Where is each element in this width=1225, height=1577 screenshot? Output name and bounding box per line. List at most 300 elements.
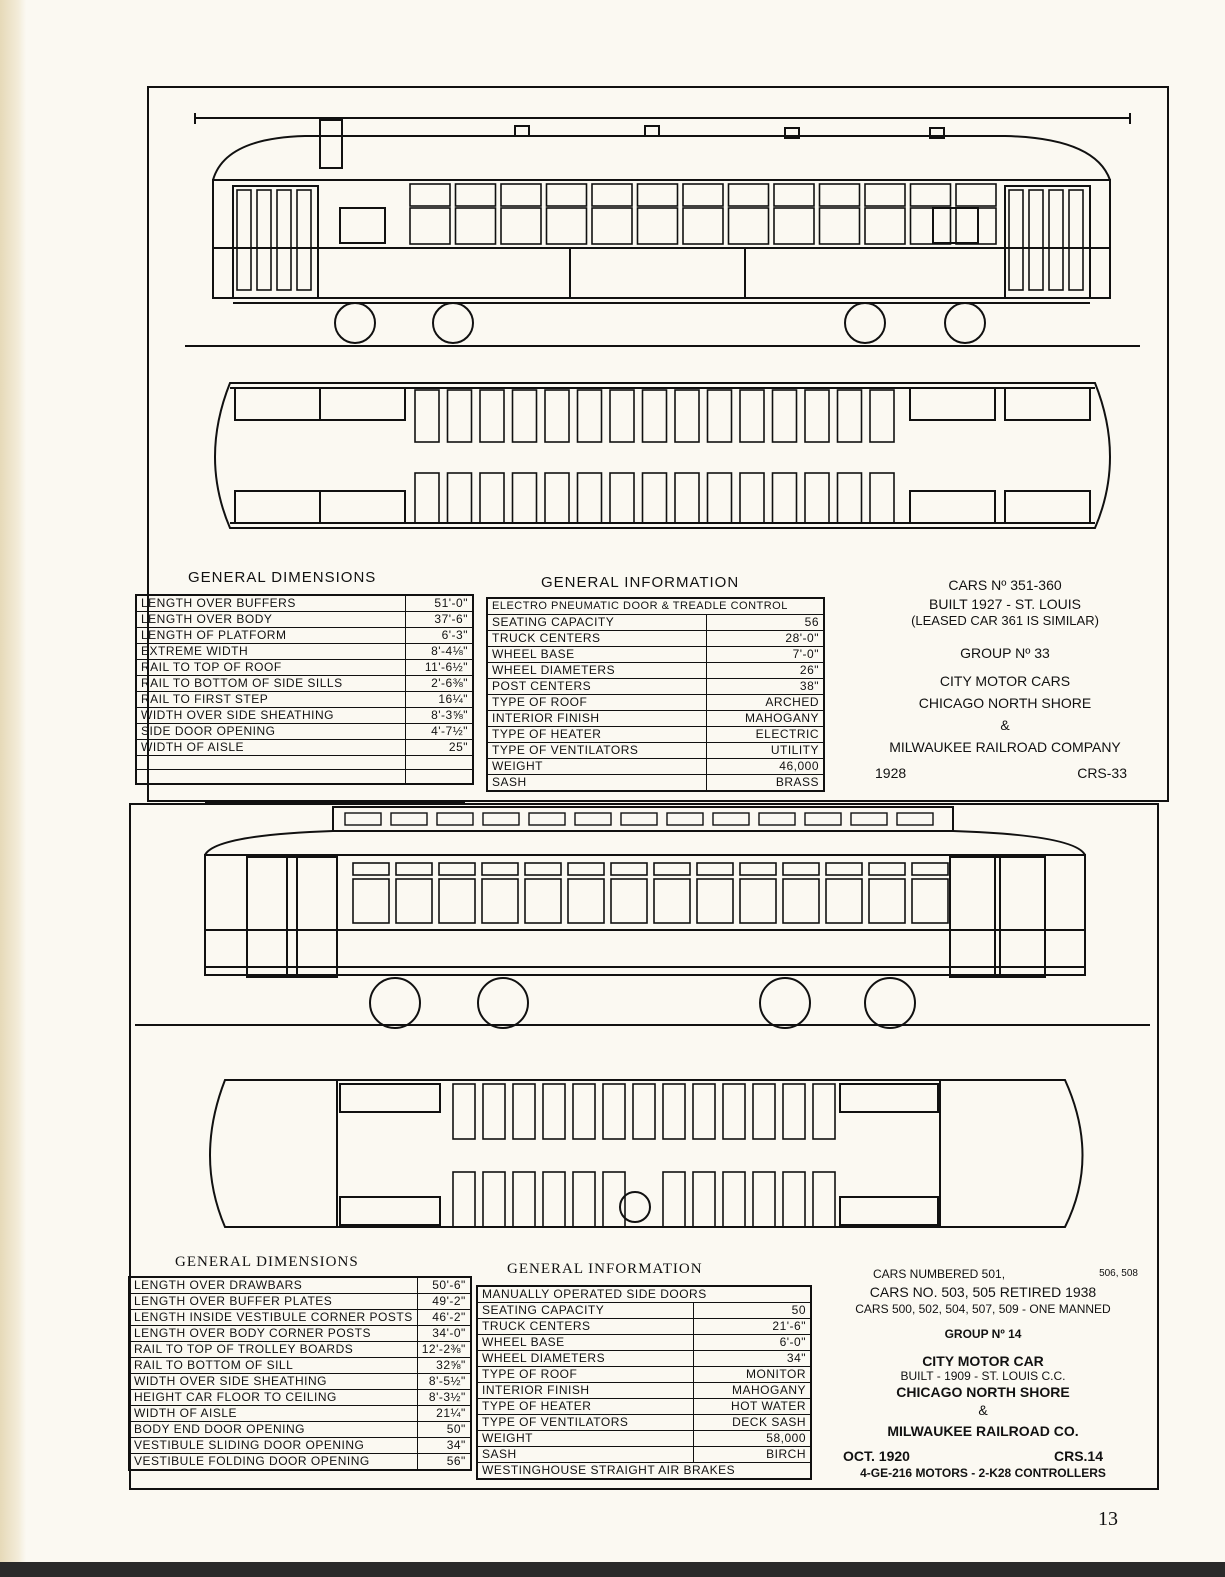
spec-value: 28'-0" — [706, 631, 824, 647]
transom-window — [611, 863, 647, 875]
spec-row — [477, 1383, 811, 1399]
spec-row — [487, 695, 824, 711]
lower-sash-window — [683, 208, 723, 244]
seat — [480, 473, 504, 523]
upper-sash-window — [911, 184, 951, 206]
spec-label: TYPE OF HEATER — [487, 727, 706, 743]
seat — [448, 390, 472, 442]
spec-label: TRUCK CENTERS — [477, 1319, 694, 1335]
spec-row — [487, 663, 824, 679]
spec-row — [477, 1415, 811, 1431]
spec-label: SASH — [477, 1447, 694, 1463]
side-window — [912, 879, 948, 923]
upper-sash-window — [592, 184, 632, 206]
seat — [415, 473, 439, 523]
lower-sash-window — [820, 208, 860, 244]
door-panel — [297, 190, 311, 290]
seat — [513, 390, 537, 442]
page-number: 13 — [1098, 1508, 1118, 1530]
spec-value: MAHOGANY — [706, 711, 824, 727]
side-window — [783, 879, 819, 923]
car-500-side-elevation — [135, 795, 1150, 1045]
car-500-caption — [818, 1264, 1148, 1481]
info-footer: WESTINGHOUSE STRAIGHT AIR BRAKES — [477, 1463, 811, 1480]
spec-value: 16¼" — [406, 692, 473, 708]
spec-row — [136, 660, 473, 676]
spec-label: RAIL TO TOP OF TROLLEY BOARDS — [129, 1342, 417, 1358]
seat — [415, 390, 439, 442]
spec-row — [487, 647, 824, 663]
seat — [773, 390, 797, 442]
spec-value: 50 — [694, 1303, 811, 1319]
car-351-dimensions-table — [135, 594, 474, 785]
spec-row — [129, 1326, 471, 1342]
side-window — [869, 879, 905, 923]
seat — [838, 473, 862, 523]
lower-sash-window — [547, 208, 587, 244]
spec-row — [477, 1351, 811, 1367]
spec-row — [129, 1454, 471, 1471]
transom-window — [783, 863, 819, 875]
side-window — [697, 879, 733, 923]
car-500-dimensions-title: GENERAL DIMENSIONS — [175, 1254, 359, 1270]
car-500-information-table — [476, 1285, 812, 1480]
seat — [753, 1172, 775, 1227]
seat — [870, 473, 894, 523]
spec-value: 34" — [694, 1351, 811, 1367]
spec-row — [477, 1399, 811, 1415]
spec-row — [487, 679, 824, 695]
door-panel — [1069, 190, 1083, 290]
seat — [633, 1084, 655, 1139]
spec-value: DECK SASH — [694, 1415, 811, 1431]
spec-row — [136, 740, 473, 756]
seat — [723, 1084, 745, 1139]
deck-sash-window — [483, 813, 519, 825]
numbered-extra: 506, 508 — [1099, 1268, 1138, 1279]
upper-sash-window — [501, 184, 541, 206]
built-line: BUILT - 1909 - ST. LOUIS C.C. — [900, 1369, 1066, 1383]
spec-value: 50" — [417, 1422, 471, 1438]
spec-value: 6'-0" — [694, 1335, 811, 1351]
spec-value: 34'-0" — [417, 1326, 471, 1342]
side-window — [482, 879, 518, 923]
seat — [740, 390, 764, 442]
door-panel — [1049, 190, 1063, 290]
spec-value: BRASS — [706, 775, 824, 792]
seat — [453, 1084, 475, 1139]
lower-sash-window — [865, 208, 905, 244]
spec-row — [136, 708, 473, 724]
car-351-information-title: GENERAL INFORMATION — [541, 574, 740, 591]
deck-sash-window — [805, 813, 841, 825]
spec-value: 49'-2" — [417, 1294, 471, 1310]
spec-value: 6'-3" — [406, 628, 473, 644]
seat — [513, 1172, 535, 1227]
retired-note: CARS NO. 503, 505 RETIRED 1938 — [869, 1284, 1097, 1300]
cars-range: CARS Nº 351-360 — [948, 577, 1062, 593]
spec-label: WHEEL BASE — [477, 1335, 694, 1351]
spec-row — [487, 775, 824, 792]
spec-value: ARCHED — [706, 695, 824, 711]
spec-value: 50'-6" — [417, 1277, 471, 1294]
spec-value: 4'-7½" — [406, 724, 473, 740]
spec-label: SIDE DOOR OPENING — [136, 724, 406, 740]
seat — [675, 473, 699, 523]
door-panel — [1009, 190, 1023, 290]
spec-value: 8'-4⅛" — [406, 644, 473, 660]
spec-value: BIRCH — [694, 1447, 811, 1463]
side-window — [525, 879, 561, 923]
spec-label: TRUCK CENTERS — [487, 631, 706, 647]
side-window — [654, 879, 690, 923]
spec-value: HOT WATER — [694, 1399, 811, 1415]
spec-value: 46'-2" — [417, 1310, 471, 1326]
car-type: CITY MOTOR CAR — [922, 1353, 1044, 1369]
seat — [723, 1172, 745, 1227]
car-500-floor-plan — [195, 1062, 1100, 1247]
seat — [663, 1172, 685, 1227]
spec-row — [477, 1303, 811, 1319]
spec-label: SEATING CAPACITY — [477, 1303, 694, 1319]
spec-row — [487, 631, 824, 647]
upper-sash-window — [456, 184, 496, 206]
spec-row — [129, 1358, 471, 1374]
spec-row-blank — [136, 770, 473, 785]
side-window — [439, 879, 475, 923]
seat — [740, 473, 764, 523]
spec-value: MONITOR — [694, 1367, 811, 1383]
spec-label: LENGTH INSIDE VESTIBULE CORNER POSTS — [129, 1310, 417, 1326]
spec-label: SASH — [487, 775, 706, 792]
transom-window — [568, 863, 604, 875]
lower-sash-window — [410, 208, 450, 244]
side-window — [353, 879, 389, 923]
seat — [483, 1084, 505, 1139]
seat — [805, 473, 829, 523]
seat — [543, 1172, 565, 1227]
spec-value: 56 — [706, 615, 824, 631]
spec-label: WIDTH OF AISLE — [129, 1406, 417, 1422]
lower-sash-window — [638, 208, 678, 244]
lower-sash-window — [501, 208, 541, 244]
seat — [693, 1084, 715, 1139]
spec-value: 46,000 — [706, 759, 824, 775]
seat — [773, 473, 797, 523]
info-header: MANUALLY OPERATED SIDE DOORS — [477, 1286, 811, 1303]
spec-value: 8'-3⅝" — [406, 708, 473, 724]
deck-sash-window — [897, 813, 933, 825]
car-500-dimensions-table — [128, 1276, 472, 1471]
transom-window — [654, 863, 690, 875]
spec-label: HEIGHT CAR FLOOR TO CEILING — [129, 1390, 417, 1406]
seat — [578, 390, 602, 442]
spec-value: 2'-6⅜" — [406, 676, 473, 692]
spec-value: 26" — [706, 663, 824, 679]
seat — [453, 1172, 475, 1227]
spec-value: 51'-0" — [406, 595, 473, 612]
deck-sash-window — [713, 813, 749, 825]
group-number: GROUP Nº 33 — [960, 645, 1050, 661]
upper-sash-window — [865, 184, 905, 206]
spec-row — [129, 1438, 471, 1454]
spec-row — [487, 743, 824, 759]
one-manned-note: CARS 500, 502, 504, 507, 509 - ONE MANNED — [855, 1302, 1111, 1316]
spec-label: RAIL TO BOTTOM OF SIDE SILLS — [136, 676, 406, 692]
seat — [708, 390, 732, 442]
car-351-dimensions-title: GENERAL DIMENSIONS — [188, 569, 377, 586]
transom-window — [525, 863, 561, 875]
spec-value: 8'-3½" — [417, 1390, 471, 1406]
spec-label: LENGTH OVER BODY — [136, 612, 406, 628]
spec-value: MAHOGANY — [694, 1383, 811, 1399]
numbered-label: CARS NUMBERED 501, — [873, 1267, 1006, 1281]
spec-row — [136, 724, 473, 740]
door-panel — [277, 190, 291, 290]
side-window — [826, 879, 862, 923]
seat — [708, 473, 732, 523]
side-window — [611, 879, 647, 923]
drawing-code: CRS-33 — [1077, 765, 1127, 781]
seat — [870, 390, 894, 442]
car-500-information-title: GENERAL INFORMATION — [507, 1261, 703, 1277]
ampersand: & — [978, 1402, 988, 1418]
spec-label: TYPE OF ROOF — [477, 1367, 694, 1383]
spec-row — [487, 615, 824, 631]
spec-value: 8'-5½" — [417, 1374, 471, 1390]
seat — [693, 1172, 715, 1227]
spec-value: 12'-2⅜" — [417, 1342, 471, 1358]
spec-value: ELECTRIC — [706, 727, 824, 743]
spec-row — [487, 711, 824, 727]
spec-label: LENGTH OVER BUFFERS — [136, 595, 406, 612]
seat — [610, 473, 634, 523]
door-panel — [1029, 190, 1043, 290]
seat — [448, 473, 472, 523]
spec-row — [477, 1319, 811, 1335]
upper-sash-window — [956, 184, 996, 206]
transom-window — [396, 863, 432, 875]
spec-row — [129, 1390, 471, 1406]
deck-sash-window — [667, 813, 703, 825]
binding-gutter — [0, 0, 26, 1577]
spec-label: WHEEL DIAMETERS — [477, 1351, 694, 1367]
spec-row — [477, 1335, 811, 1351]
spec-value: 37'-6" — [406, 612, 473, 628]
spec-row — [136, 628, 473, 644]
seat — [573, 1172, 595, 1227]
page-bottom-edge — [0, 1562, 1225, 1577]
transom-window — [869, 863, 905, 875]
company-line-2: MILWAUKEE RAILROAD COMPANY — [889, 739, 1121, 755]
lower-sash-window — [729, 208, 769, 244]
seat — [543, 1084, 565, 1139]
seat — [545, 473, 569, 523]
spec-row — [136, 612, 473, 628]
spec-label: WHEEL BASE — [487, 647, 706, 663]
spec-label: RAIL TO TOP OF ROOF — [136, 660, 406, 676]
spec-label: LENGTH OF PLATFORM — [136, 628, 406, 644]
door-panel — [237, 190, 251, 290]
transom-window — [439, 863, 475, 875]
upper-sash-window — [774, 184, 814, 206]
spec-label: WIDTH OF AISLE — [136, 740, 406, 756]
lower-sash-window — [911, 208, 951, 244]
transom-window — [482, 863, 518, 875]
seat — [675, 390, 699, 442]
drawing-code: CRS.14 — [1053, 1448, 1103, 1464]
seat — [545, 390, 569, 442]
spec-label: WEIGHT — [477, 1431, 694, 1447]
car-type: CITY MOTOR CARS — [939, 673, 1071, 689]
spec-label: TYPE OF ROOF — [487, 695, 706, 711]
car-351-floor-plan — [200, 368, 1125, 548]
lower-sash-window — [456, 208, 496, 244]
spec-row — [129, 1277, 471, 1294]
seat — [573, 1084, 595, 1139]
company-line-1: CHICAGO NORTH SHORE — [896, 1384, 1070, 1400]
spec-label: WIDTH OVER SIDE SHEATHING — [129, 1374, 417, 1390]
group-number: GROUP Nº 14 — [944, 1327, 1022, 1341]
date: OCT. 1920 — [843, 1448, 910, 1464]
transom-window — [740, 863, 776, 875]
spec-label: INTERIOR FINISH — [487, 711, 706, 727]
spec-label: POST CENTERS — [487, 679, 706, 695]
spec-row — [477, 1431, 811, 1447]
spec-row — [136, 692, 473, 708]
seat — [513, 473, 537, 523]
spec-row — [136, 595, 473, 612]
spec-row-blank — [136, 756, 473, 770]
transom-window — [826, 863, 862, 875]
seat — [663, 1084, 685, 1139]
spec-row — [129, 1310, 471, 1326]
spec-label: RAIL TO FIRST STEP — [136, 692, 406, 708]
spec-row — [129, 1342, 471, 1358]
spec-row — [129, 1294, 471, 1310]
side-window — [740, 879, 776, 923]
spec-value: 34" — [417, 1438, 471, 1454]
seat — [610, 390, 634, 442]
spec-label: LENGTH OVER BUFFER PLATES — [129, 1294, 417, 1310]
spec-label: VESTIBULE SLIDING DOOR OPENING — [129, 1438, 417, 1454]
seat — [643, 390, 667, 442]
deck-sash-window — [621, 813, 657, 825]
built-line: BUILT 1927 - ST. LOUIS — [929, 596, 1081, 612]
seat — [643, 473, 667, 523]
seat — [480, 390, 504, 442]
seat — [603, 1084, 625, 1139]
spec-value: 58,000 — [694, 1431, 811, 1447]
deck-sash-window — [529, 813, 565, 825]
spec-value: 25" — [406, 740, 473, 756]
seat — [805, 390, 829, 442]
seat — [813, 1172, 835, 1227]
seat — [483, 1172, 505, 1227]
seat — [753, 1084, 775, 1139]
spec-label: BODY END DOOR OPENING — [129, 1422, 417, 1438]
transom-window — [353, 863, 389, 875]
spec-value: 7'-0" — [706, 647, 824, 663]
deck-sash-window — [759, 813, 795, 825]
spec-value: 56" — [417, 1454, 471, 1471]
seat — [578, 473, 602, 523]
spec-label: TYPE OF VENTILATORS — [487, 743, 706, 759]
seat — [513, 1084, 535, 1139]
upper-sash-window — [729, 184, 769, 206]
car-351-information-table — [486, 597, 825, 792]
spec-value: 38" — [706, 679, 824, 695]
deck-sash-window — [391, 813, 427, 825]
spec-label: WEIGHT — [487, 759, 706, 775]
spec-label: EXTREME WIDTH — [136, 644, 406, 660]
side-window — [568, 879, 604, 923]
leased-note: (LEASED CAR 361 IS SIMILAR) — [911, 613, 1099, 628]
lower-sash-window — [592, 208, 632, 244]
seat — [813, 1084, 835, 1139]
motors-controllers: 4-GE-216 MOTORS - 2-K28 CONTROLLERS — [860, 1466, 1106, 1480]
spec-label: LENGTH OVER BODY CORNER POSTS — [129, 1326, 417, 1342]
lower-sash-window — [774, 208, 814, 244]
spec-row — [477, 1447, 811, 1463]
deck-sash-window — [575, 813, 611, 825]
deck-sash-window — [851, 813, 887, 825]
spec-label: TYPE OF HEATER — [477, 1399, 694, 1415]
upper-sash-window — [410, 184, 450, 206]
upper-sash-window — [820, 184, 860, 206]
company-line-2: MILWAUKEE RAILROAD CO. — [887, 1423, 1079, 1439]
spec-label: VESTIBULE FOLDING DOOR OPENING — [129, 1454, 417, 1471]
door-panel — [257, 190, 271, 290]
ampersand: & — [1000, 717, 1010, 733]
spec-row — [129, 1406, 471, 1422]
year: 1928 — [875, 765, 907, 781]
spec-label: LENGTH OVER DRAWBARS — [129, 1277, 417, 1294]
deck-sash-window — [437, 813, 473, 825]
side-window — [396, 879, 432, 923]
seat — [783, 1172, 805, 1227]
info-header: ELECTRO PNEUMATIC DOOR & TREADLE CONTROL — [487, 598, 824, 615]
company-line-1: CHICAGO NORTH SHORE — [918, 695, 1092, 711]
spec-row — [136, 644, 473, 660]
transom-window — [697, 863, 733, 875]
spec-row — [136, 676, 473, 692]
seat — [838, 390, 862, 442]
spec-label: INTERIOR FINISH — [477, 1383, 694, 1399]
deck-sash-window — [345, 813, 381, 825]
upper-sash-window — [638, 184, 678, 206]
spec-value: 21'-6" — [694, 1319, 811, 1335]
spec-row — [129, 1374, 471, 1390]
transom-window — [912, 863, 948, 875]
spec-row — [477, 1367, 811, 1383]
spec-row — [487, 727, 824, 743]
car-351-caption — [855, 574, 1155, 784]
spec-row — [129, 1422, 471, 1438]
seat — [783, 1084, 805, 1139]
spec-value: 21¼" — [417, 1406, 471, 1422]
spec-label: SEATING CAPACITY — [487, 615, 706, 631]
upper-sash-window — [547, 184, 587, 206]
car-351-side-elevation — [185, 108, 1140, 358]
lower-sash-window — [956, 208, 996, 244]
spec-label: TYPE OF VENTILATORS — [477, 1415, 694, 1431]
spec-label: WIDTH OVER SIDE SHEATHING — [136, 708, 406, 724]
spec-label: WHEEL DIAMETERS — [487, 663, 706, 679]
spec-value: UTILITY — [706, 743, 824, 759]
spec-value: 11'-6½" — [406, 660, 473, 676]
spec-row — [487, 759, 824, 775]
